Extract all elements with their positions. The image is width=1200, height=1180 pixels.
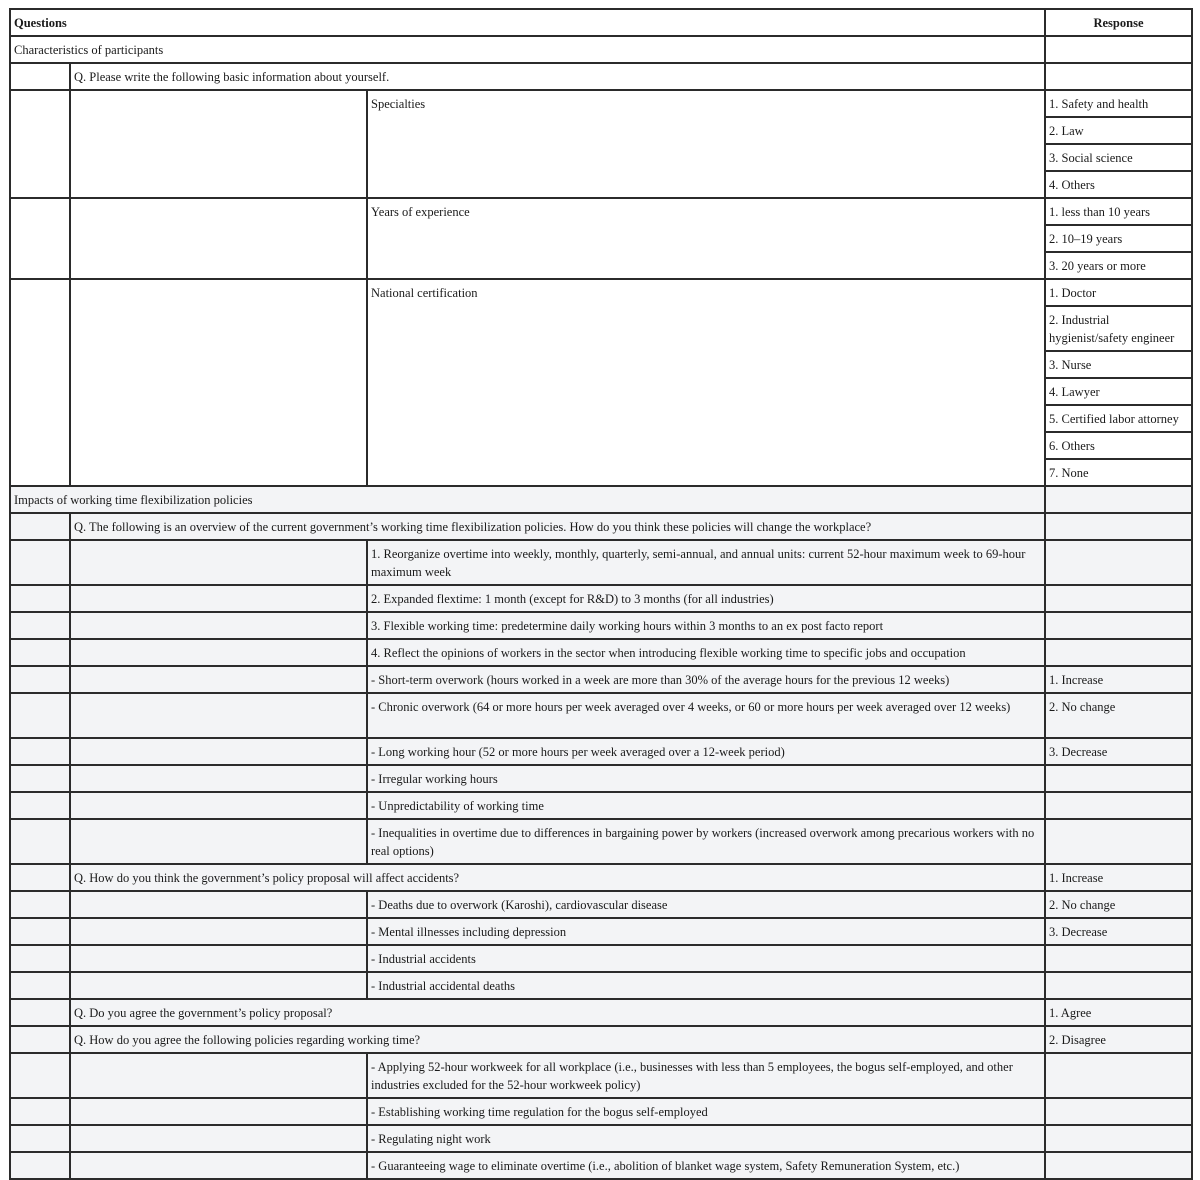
policy-item-row <box>10 1098 1192 1125</box>
response-cell <box>1045 1053 1192 1098</box>
response-option: 1. Doctor <box>1046 280 1191 307</box>
indent-cell <box>10 972 70 999</box>
indent-cell <box>10 585 70 612</box>
indent-cell <box>10 693 70 738</box>
response-cell <box>1045 792 1192 819</box>
section-title-row <box>10 486 1192 513</box>
blank-cell <box>70 945 367 972</box>
blank-cell <box>70 891 367 918</box>
response-option: 2. 10–19 years <box>1046 226 1191 253</box>
response-option: 7. None <box>1049 466 1089 480</box>
response-cell <box>1045 63 1192 90</box>
response-option: 4. Others <box>1049 178 1095 192</box>
indent-cell <box>10 738 70 765</box>
section-title: Impacts of working time flexibilization policies <box>10 486 1045 513</box>
question-text: Q. Please write the following basic information about yourself. <box>70 63 1045 90</box>
impact-item-row <box>10 693 1192 738</box>
indent-cell <box>10 612 70 639</box>
indent-cell <box>10 639 70 666</box>
policy-text: 1. Reorganize overtime into weekly, monthly, quarterly, semi-annual, and annual units: current 52-hour maximum week to 69-hour maximum week <box>367 540 1045 585</box>
accident-item-text: - Mental illnesses including depression <box>367 918 1045 945</box>
response-option: 6. Others <box>1046 433 1191 460</box>
indent-cell <box>10 90 70 198</box>
blank-cell <box>70 198 367 279</box>
blank-cell <box>70 639 367 666</box>
blank-cell <box>70 1125 367 1152</box>
policy-item-row <box>10 1125 1192 1152</box>
indent-cell <box>10 891 70 918</box>
response-option: 2. No change <box>1045 891 1192 918</box>
response-cell <box>1045 765 1192 792</box>
response-option: 3. Decrease <box>1045 918 1192 945</box>
response-cell <box>1045 585 1192 612</box>
policy-item-text: - Applying 52-hour workweek for all workplace (i.e., businesses with less than 5 employees, the bogus self-employed, and other industries excluded for the 52-hour workweek policy) <box>367 1053 1045 1098</box>
policy-row <box>10 612 1192 639</box>
response-cell <box>1045 486 1192 513</box>
impact-item-row <box>10 792 1192 819</box>
response-cell <box>1045 1125 1192 1152</box>
indent-cell <box>10 666 70 693</box>
impact-item-text: - Unpredictability of working time <box>367 792 1045 819</box>
indent-cell <box>10 1026 70 1053</box>
response-option: 5. Certified labor attorney <box>1046 406 1191 433</box>
blank-cell <box>70 1098 367 1125</box>
section-title: Characteristics of participants <box>10 36 1045 63</box>
response-cell <box>1045 945 1192 972</box>
impact-item-row <box>10 666 1192 693</box>
accident-item-row <box>10 891 1192 918</box>
question-text: Q. The following is an overview of the current government’s working time flexibilization policies. How do you think these policies will change the workplace? <box>70 513 1045 540</box>
question-row <box>10 864 1192 891</box>
response-option: 3. Decrease <box>1045 738 1192 765</box>
blank-cell <box>70 279 367 486</box>
accident-item-row <box>10 918 1192 945</box>
indent-cell <box>10 540 70 585</box>
impact-item-text: - Chronic overwork (64 or more hours per week averaged over 4 weeks, or 60 or more hours per week averaged over 12 weeks) <box>367 693 1045 738</box>
info-row-specialties <box>10 90 1192 198</box>
blank-cell <box>70 819 367 864</box>
impact-item-text: - Inequalities in overtime due to differences in bargaining power by workers (increased overwork among precarious workers with no real options) <box>367 819 1045 864</box>
accident-item-row <box>10 972 1192 999</box>
header-row <box>10 9 1192 36</box>
blank-cell <box>70 693 367 738</box>
question-row <box>10 1026 1192 1053</box>
indent-cell <box>10 765 70 792</box>
response-option: 2. Industrial hygienist/safety engineer <box>1046 307 1191 352</box>
response-header: Response <box>1045 9 1192 36</box>
info-label: Specialties <box>367 90 1045 198</box>
impact-item-row <box>10 738 1192 765</box>
indent-cell <box>10 999 70 1026</box>
response-option: 4. Lawyer <box>1046 379 1191 406</box>
question-row <box>10 513 1192 540</box>
blank-cell <box>70 90 367 198</box>
impact-item-text: - Irregular working hours <box>367 765 1045 792</box>
accident-item-row <box>10 945 1192 972</box>
blank-cell <box>70 972 367 999</box>
accident-item-text: - Deaths due to overwork (Karoshi), cardiovascular disease <box>367 891 1045 918</box>
response-option: 3. 20 years or more <box>1049 259 1146 273</box>
blank-cell <box>70 612 367 639</box>
info-row-certification <box>10 279 1192 486</box>
response-cell <box>1045 639 1192 666</box>
response-options <box>1045 198 1192 279</box>
question-row <box>10 63 1192 90</box>
accident-item-text: - Industrial accidental deaths <box>367 972 1045 999</box>
section-title-row <box>10 36 1192 63</box>
info-label: National certification <box>367 279 1045 486</box>
response-cell <box>1045 819 1192 864</box>
question-text: Q. How do you agree the following policies regarding working time? <box>70 1026 1045 1053</box>
response-option: 1. Agree <box>1045 999 1192 1026</box>
question-row <box>10 999 1192 1026</box>
policy-item-row <box>10 1053 1192 1098</box>
questionnaire-table <box>9 8 1193 1180</box>
blank-cell <box>70 540 367 585</box>
info-label: Years of experience <box>367 198 1045 279</box>
indent-cell <box>10 945 70 972</box>
policy-text: 4. Reflect the opinions of workers in the sector when introducing flexible working time to specific jobs and occupation <box>367 639 1045 666</box>
policy-item-text: - Guaranteeing wage to eliminate overtime (i.e., abolition of blanket wage system, Safety Remuneration System, etc.) <box>367 1152 1045 1179</box>
response-option: 3. Social science <box>1046 145 1191 172</box>
indent-cell <box>10 63 70 90</box>
policy-item-text: - Regulating night work <box>367 1125 1045 1152</box>
indent-cell <box>10 513 70 540</box>
accident-item-text: - Industrial accidents <box>367 945 1045 972</box>
blank-cell <box>70 792 367 819</box>
indent-cell <box>10 1125 70 1152</box>
indent-cell <box>10 792 70 819</box>
response-option: 1. Increase <box>1045 864 1192 891</box>
policy-text: 3. Flexible working time: predetermine daily working hours within 3 months to an ex post facto report <box>367 612 1045 639</box>
response-cell <box>1045 540 1192 585</box>
indent-cell <box>10 279 70 486</box>
response-cell <box>1045 513 1192 540</box>
response-option: 1. Safety and health <box>1046 91 1191 118</box>
response-cell <box>1045 612 1192 639</box>
policy-row <box>10 639 1192 666</box>
response-cell <box>1045 972 1192 999</box>
policy-item-text: - Establishing working time regulation for the bogus self-employed <box>367 1098 1045 1125</box>
info-row-experience <box>10 198 1192 279</box>
policy-text: 2. Expanded flextime: 1 month (except for R&D) to 3 months (for all industries) <box>367 585 1045 612</box>
response-option: 2. Disagree <box>1045 1026 1192 1053</box>
impact-item-text: - Short-term overwork (hours worked in a week are more than 30% of the average hours for the previous 12 weeks) <box>367 666 1045 693</box>
indent-cell <box>10 918 70 945</box>
blank-cell <box>70 918 367 945</box>
blank-cell <box>70 1053 367 1098</box>
questions-header: Questions <box>10 9 1045 36</box>
response-option: 1. Increase <box>1045 666 1192 693</box>
indent-cell <box>10 1098 70 1125</box>
response-option: 2. Law <box>1046 118 1191 145</box>
question-text: Q. How do you think the government’s policy proposal will affect accidents? <box>70 864 1045 891</box>
indent-cell <box>10 198 70 279</box>
indent-cell <box>10 819 70 864</box>
response-cell <box>1045 1098 1192 1125</box>
blank-cell <box>70 765 367 792</box>
question-text: Q. Do you agree the government’s policy proposal? <box>70 999 1045 1026</box>
indent-cell <box>10 1053 70 1098</box>
blank-cell <box>70 585 367 612</box>
blank-cell <box>70 666 367 693</box>
response-option: 1. less than 10 years <box>1046 199 1191 226</box>
response-option: 3. Nurse <box>1046 352 1191 379</box>
impact-item-row <box>10 765 1192 792</box>
blank-cell <box>70 738 367 765</box>
impact-item-row <box>10 819 1192 864</box>
impact-item-text: - Long working hour (52 or more hours per week averaged over a 12-week period) <box>367 738 1045 765</box>
response-option: 2. No change <box>1045 693 1192 738</box>
indent-cell <box>10 864 70 891</box>
response-options <box>1045 90 1192 198</box>
response-cell <box>1045 36 1192 63</box>
policy-row <box>10 585 1192 612</box>
policy-row <box>10 540 1192 585</box>
response-options <box>1045 279 1192 486</box>
